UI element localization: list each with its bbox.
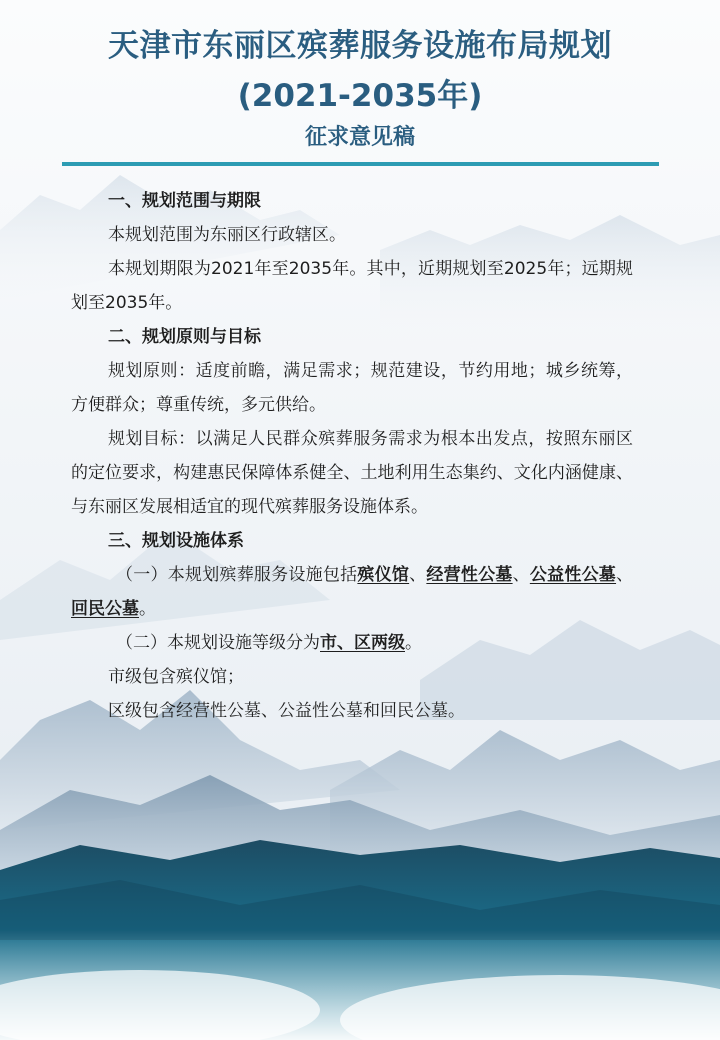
paragraph: 市级包含殡仪馆； (108, 667, 244, 687)
period: 。 (139, 599, 156, 619)
document-body (71, 184, 633, 728)
paragraph: 区级包含经营性公墓、公益性公墓和回民公墓。 (108, 701, 465, 721)
document-title-years: (2021-2035年) (237, 78, 483, 114)
section-heading: 二、规划原则与目标 (108, 327, 261, 347)
separator: 、 (616, 565, 634, 585)
facility-levels-value: 市、区两级 (320, 633, 405, 653)
facility-types-prefix: （一）本规划殡葬服务设施包括 (116, 565, 358, 585)
separator: 、 (512, 565, 530, 585)
paragraph: 规划原则：适度前瞻，满足需求；规范建设，节约用地；城乡统筹，方便群众；尊重传统，多元供给。 (71, 361, 633, 415)
facility-types-paragraph (71, 558, 633, 626)
paragraph: 本规划期限为2021年至2035年。其中，近期规划至2025年；远期规划至2035年。 (71, 259, 633, 313)
facility-type-hui-cemetery: 回民公墓 (71, 599, 139, 619)
section-heading: 三、规划设施体系 (108, 531, 244, 551)
title-divider (62, 162, 659, 166)
section-heading: 一、规划范围与期限 (108, 191, 261, 211)
paragraph: 本规划范围为东丽区行政辖区。 (108, 225, 346, 245)
period: 。 (405, 633, 422, 653)
facility-levels-prefix: （二）本规划设施等级分为 (116, 633, 320, 653)
facility-type-commercial-cemetery: 经营性公墓 (426, 565, 513, 585)
document-title: 天津市东丽区殡葬服务设施布局规划 (108, 28, 612, 64)
facility-type-funeral-home: 殡仪馆 (357, 565, 410, 585)
separator: 、 (409, 565, 427, 585)
paragraph: 规划目标：以满足人民群众殡葬服务需求为根本出发点，按照东丽区的定位要求，构建惠民保障体系健全、土地利用生态集约、文化内涵健康、与东丽区发展相适宜的现代殡葬服务设施体系。 (71, 429, 633, 517)
document-subtitle: 征求意见稿 (304, 125, 415, 150)
facility-levels-paragraph (71, 626, 633, 660)
facility-type-public-cemetery: 公益性公墓 (529, 565, 617, 585)
